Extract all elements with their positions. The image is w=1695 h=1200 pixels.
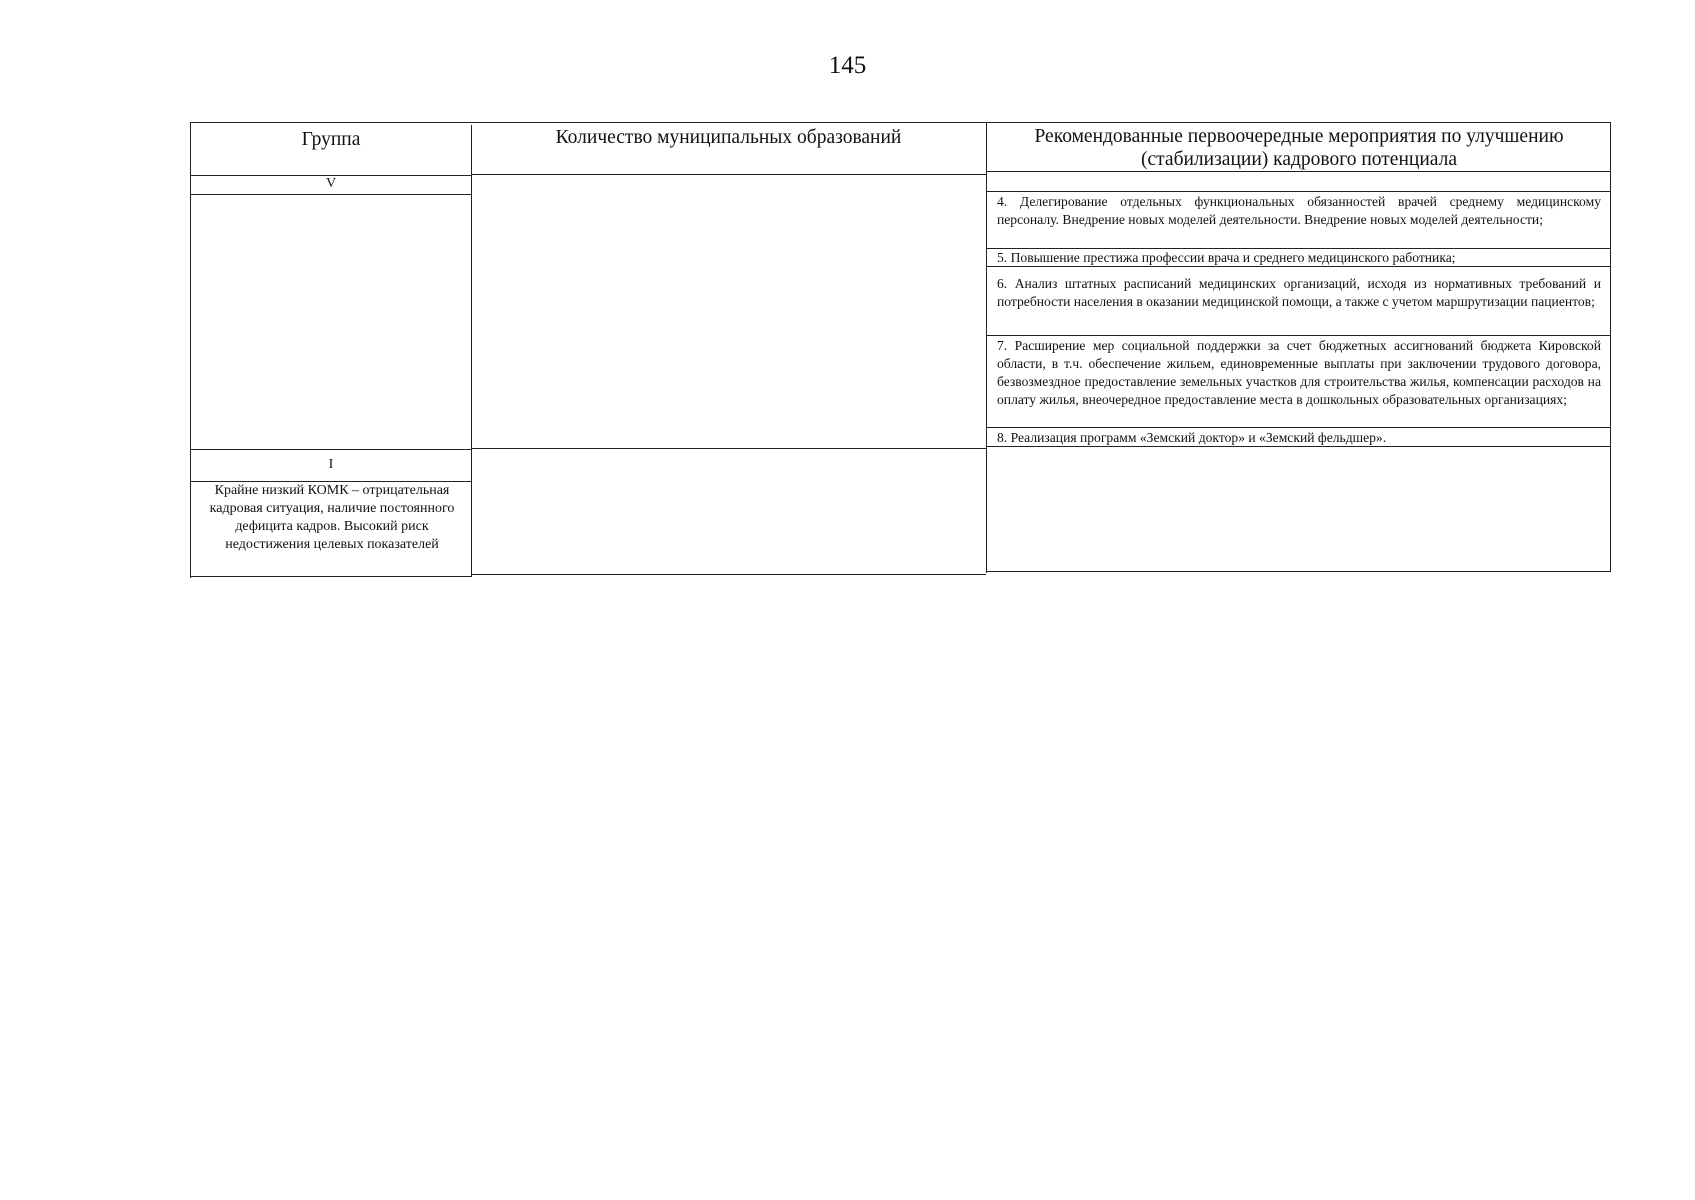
row-divider	[986, 335, 1610, 336]
row-divider	[471, 448, 986, 449]
measure-item-6: 6. Анализ штатных расписаний медицинских организаций, исходя из нормативных требований и потребности населения в оказании медицинской помощи, а также с учетом маршрутизации пациентов;	[997, 276, 1601, 309]
row-divider	[986, 191, 1610, 192]
header-count: Количество муниципальных образований	[555, 127, 902, 148]
table-border-bottom	[190, 576, 472, 577]
page-number: 145	[828, 52, 867, 79]
measure-item-8: 8. Реализация программ «Земский доктор» и «Земский фельдшер».	[997, 430, 1387, 445]
table-border-left	[190, 122, 191, 578]
table-border-right	[1610, 122, 1611, 572]
header-group: Группа	[301, 129, 361, 150]
table-border-bottom	[472, 574, 986, 575]
measure-item-7: 7. Расширение мер социальной поддержки за счет бюджетных ассигнований бюджета Кировской области, в т.ч. обеспечение жильем, единовременные выплаты при заключении трудового договора, безвозмездное предоставление земельных участков для строительства жилья, компенсации расходов на оплату жилья, внеочередное предоставление места в дошкольных образовательных организациях;	[997, 338, 1601, 407]
measure-item-5: 5. Повышение престижа профессии врача и среднего медицинского работника;	[997, 250, 1456, 265]
table-border-top	[190, 122, 1610, 123]
header-measures: Рекомендованные первоочередные мероприятия по улучшению (стабилизации) кадрового потенциала	[1034, 126, 1564, 170]
column-divider	[471, 125, 472, 576]
header-divider	[471, 174, 986, 175]
row-divider	[190, 194, 471, 195]
row-divider	[986, 427, 1610, 428]
group-i-label: I	[328, 457, 334, 472]
row-divider	[190, 449, 471, 450]
measure-item-4: 4. Делегирование отдельных функциональных обязанностей врачей среднему медицинскому персоналу. Внедрение новых моделей деятельности. Внедрение новых моделей деятельности;	[997, 194, 1601, 227]
header-divider	[986, 171, 1610, 172]
group-i-description: Крайне низкий КОМК – отрицательная кадровая ситуация, наличие постоянного дефицита кадров. Высокий риск недостижения целевых показателей	[209, 483, 455, 552]
group-v-label: V	[325, 176, 337, 191]
table-border-bottom	[986, 571, 1611, 572]
